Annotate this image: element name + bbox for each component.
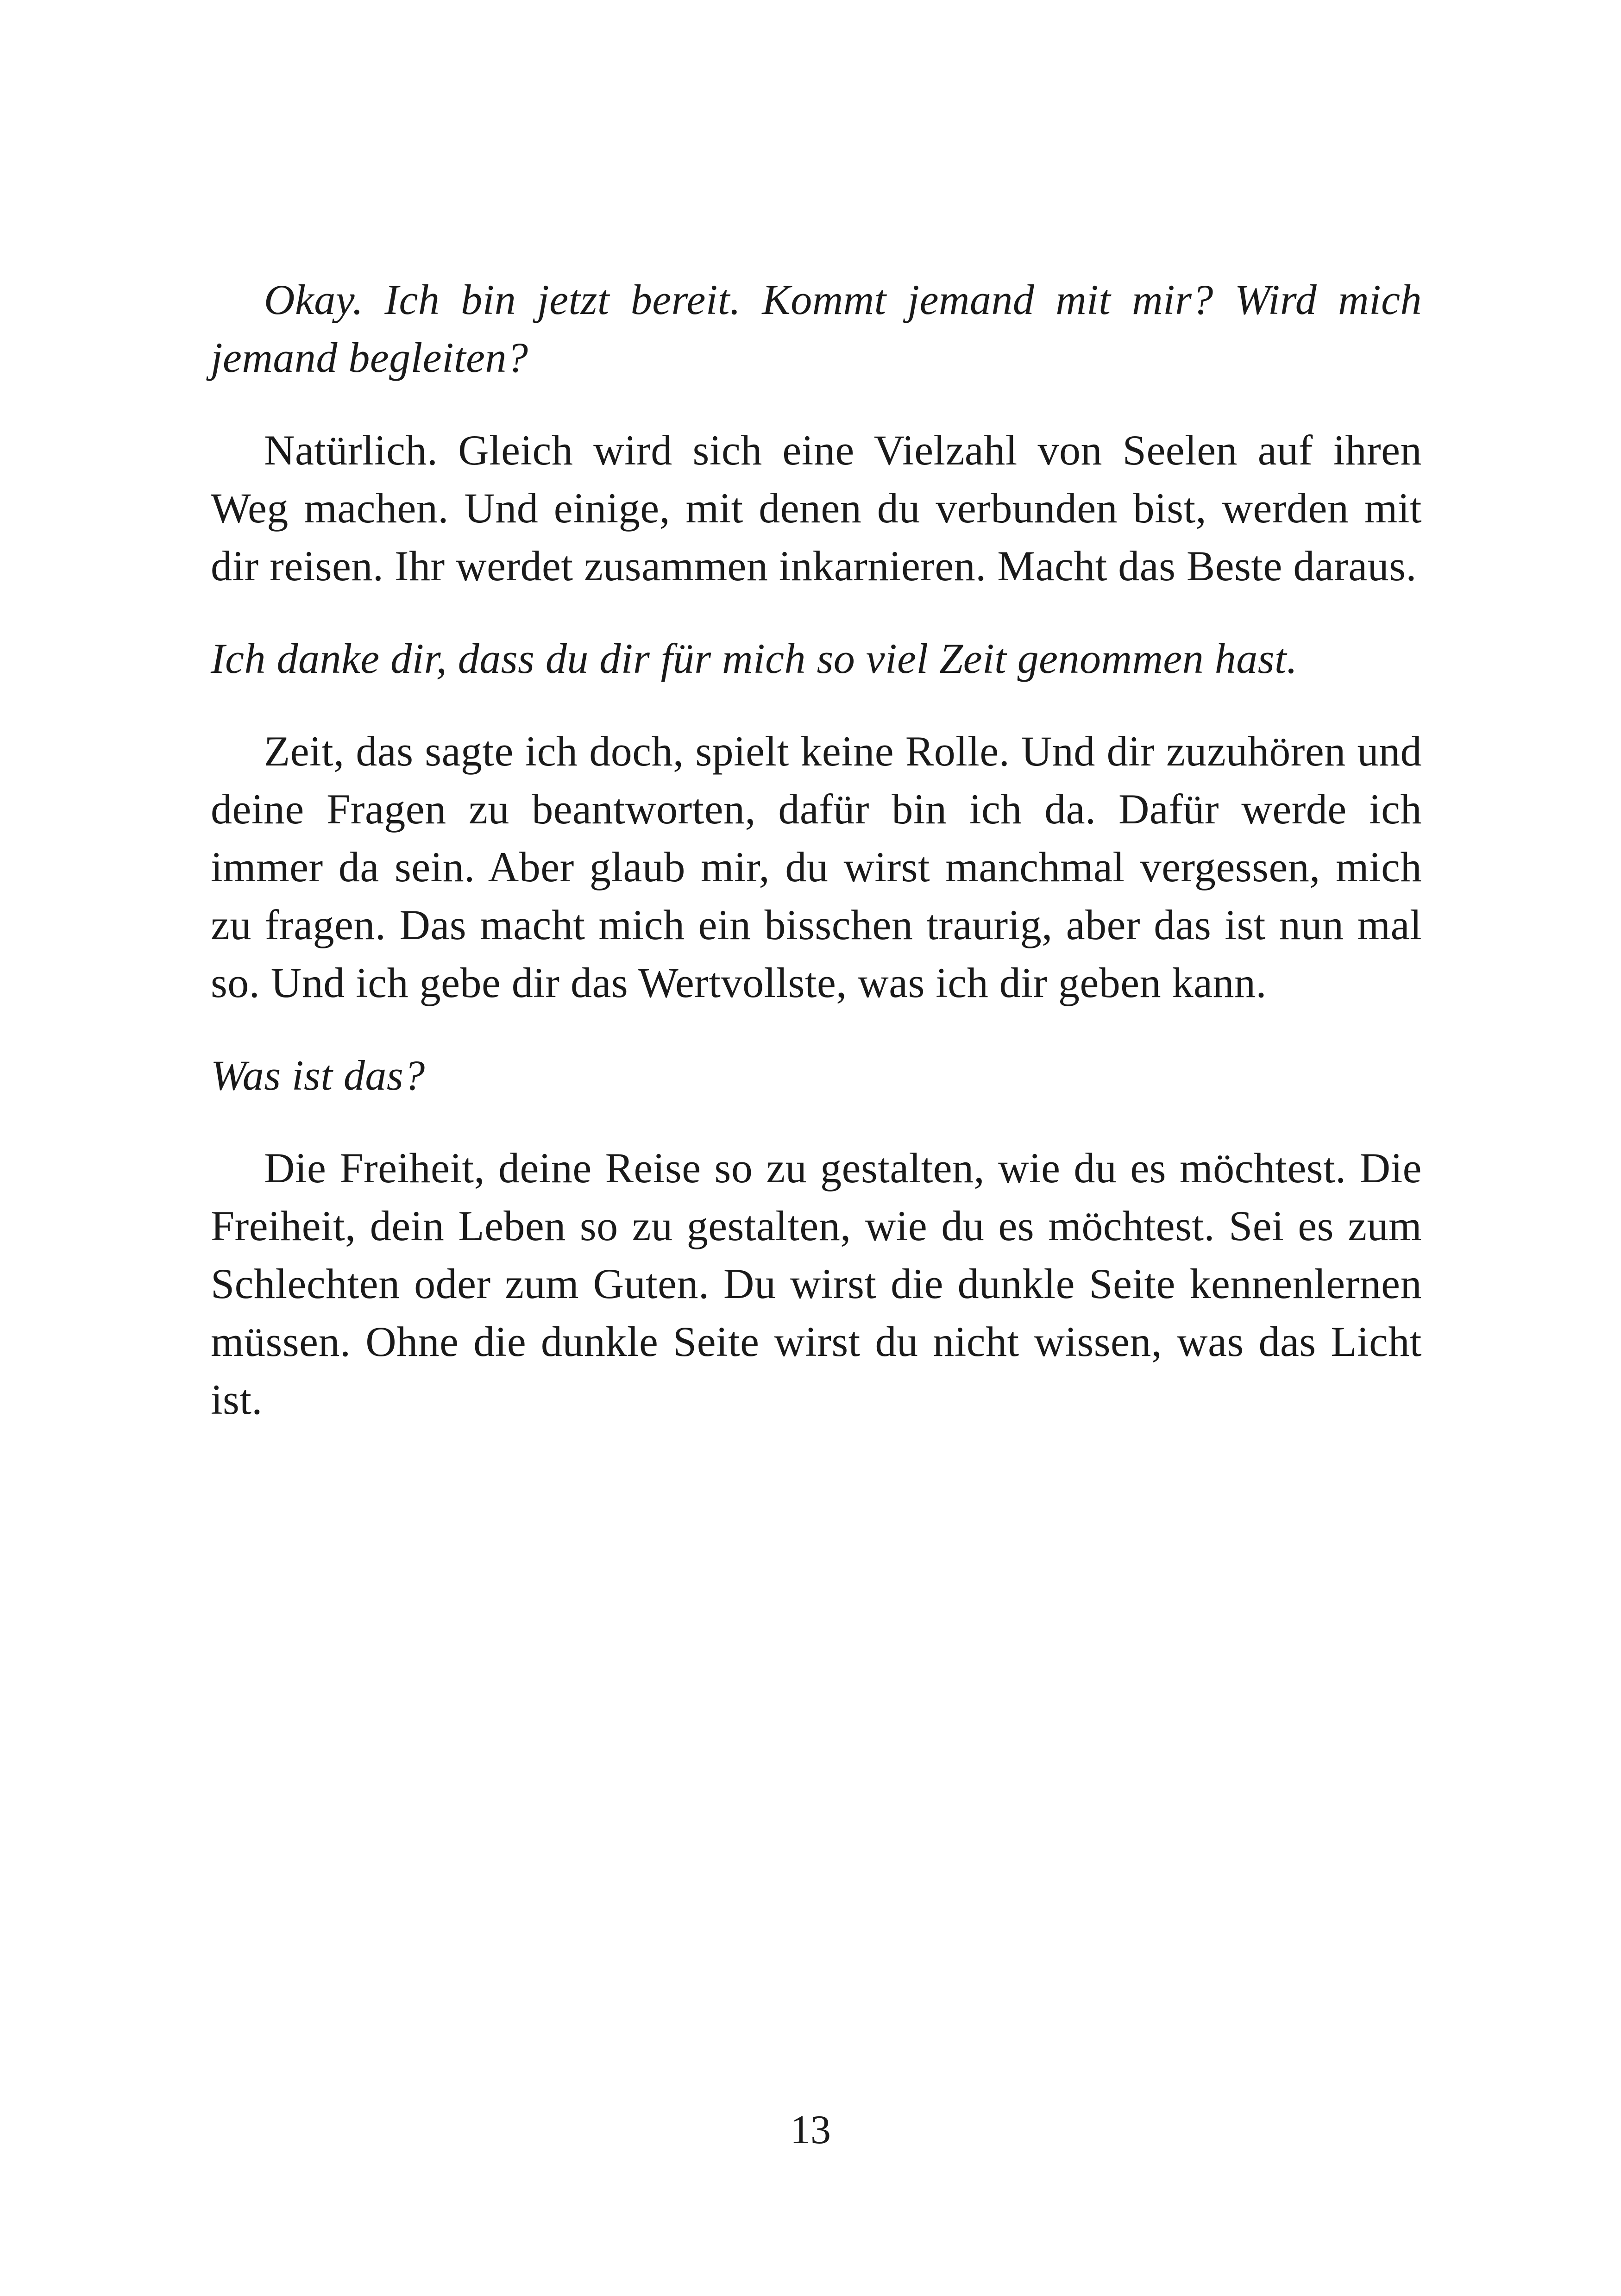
answer-paragraph: Natürlich. Gleich wird sich eine Vielzahl von Seelen auf ihren Weg machen. Und einige, mit denen du verbunden bist, werden mit dir reisen. Ihr werdet zusammen inkarnieren. Macht das Beste daraus. xyxy=(211,427,1422,590)
answer-paragraph: Zeit, das sagte ich doch, spielt keine Rolle. Und dir zuzuhören und deine Fragen zu beantworten, dafür bin ich da. Dafür werde ich immer da sein. Aber glaub mir, du wirst manchmal vergessen, mich zu fragen. Das macht mich ein bisschen traurig, aber das ist nun mal so. Und ich gebe dir das Wertvollste, was ich dir geben kann. xyxy=(211,728,1422,1006)
question-paragraph: Was ist das? xyxy=(211,1052,425,1099)
answer-paragraph: Die Freiheit, deine Reise so zu gestalten, wie du es möchtest. Die Freiheit, dein Leben so zu gestalten, wie du es möchtest. Sei es zum Schlechten oder zum Guten. Du wirst die dunkle Seite kennenlernen müssen. Ohne die dunkle Seite wirst du nicht wissen, was das Licht ist. xyxy=(211,1144,1422,1423)
body-text xyxy=(211,271,1422,1463)
question-paragraph: Ich danke dir, dass du dir für mich so viel Zeit genommen hast. xyxy=(211,635,1298,682)
question-paragraph: Okay. Ich bin jetzt bereit. Kommt jemand mit mir? Wird mich jemand begleiten? xyxy=(211,276,1422,381)
page-number: 13 xyxy=(790,2108,831,2152)
